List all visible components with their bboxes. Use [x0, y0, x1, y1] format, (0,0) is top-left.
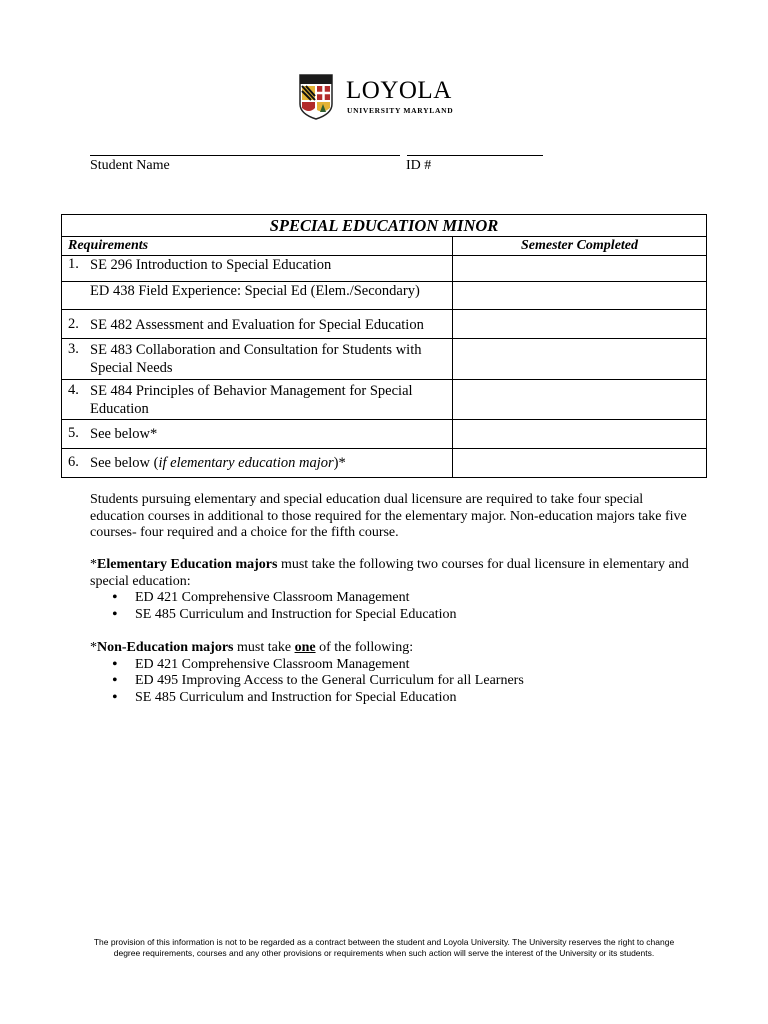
list-item: • ED 421 Comprehensive Classroom Management: [90, 657, 690, 674]
row-number: [68, 282, 90, 300]
id-line[interactable]: [407, 155, 543, 156]
row-course: See below (if elementary education major)*: [90, 455, 346, 471]
intro-paragraph: Students pursuing elementary and special education dual licensure are required to take four special education courses in additional to those required for the elementary major. Non-education majors take five courses- four required and a choice for the fifth course.: [90, 492, 687, 540]
row-course: SE 484 Principles of Behavior Management for Special Education: [90, 383, 413, 417]
header-semester-completed: Semester Completed: [453, 237, 707, 256]
student-name-label: Student Name: [90, 158, 170, 173]
row-number: 4.: [68, 382, 79, 398]
logo-subtitle: UNIVERSITY MARYLAND: [347, 106, 454, 115]
row-course: See below*: [90, 426, 158, 442]
list-item: • ED 421 Comprehensive Classroom Management: [90, 590, 690, 607]
table-row: [62, 256, 707, 282]
table-row: [62, 282, 707, 310]
row-course: SE 482 Assessment and Evaluation for Special Education: [90, 317, 424, 333]
semester-cell[interactable]: [453, 449, 707, 478]
table-title: SPECIAL EDUCATION MINOR: [62, 215, 707, 237]
requirements-table: [61, 214, 707, 478]
list-item: • SE 485 Curriculum and Instruction for Special Education: [90, 690, 690, 707]
list-item: • ED 495 Improving Access to the General Curriculum for all Learners: [90, 673, 690, 690]
disclaimer-footer: The provision of this information is not to be regarded as a contract between the student and Loyola University. The University reserves the right to change degree requirements, courses and any other provisions or requirements when such action will serve the interest of the University or its students.: [93, 937, 675, 958]
non-education-course-list: [90, 657, 690, 707]
table-row: [62, 310, 707, 339]
row-number: 1.: [68, 256, 79, 272]
row-number: 5.: [68, 425, 79, 441]
id-label: ID #: [406, 158, 432, 173]
logo-wordmark: LOYOLA: [346, 77, 452, 104]
student-name-line[interactable]: [90, 155, 400, 156]
table-row: [62, 339, 707, 380]
row-course: SE 296 Introduction to Special Education: [90, 257, 332, 273]
non-education-heading: *Non-Education majors must take one of the following:: [90, 640, 414, 655]
header-requirements: Requirements: [62, 237, 453, 256]
shield-icon: [299, 74, 333, 120]
row-number: 6.: [68, 454, 79, 470]
elementary-section: [90, 557, 690, 623]
elementary-heading: *Elementary Education majors must take the following two courses for dual licensure in elementary and special education:: [90, 557, 689, 589]
semester-cell[interactable]: [453, 380, 707, 420]
semester-cell[interactable]: [453, 420, 707, 449]
semester-cell[interactable]: [453, 256, 707, 282]
row-number: 2.: [68, 316, 79, 332]
table-row: [62, 380, 707, 420]
loyola-logo: [299, 74, 459, 122]
table-row: [62, 420, 707, 449]
semester-cell[interactable]: [453, 282, 707, 310]
non-education-section: [90, 640, 690, 706]
list-item: • SE 485 Curriculum and Instruction for Special Education: [90, 607, 690, 624]
semester-cell[interactable]: [453, 339, 707, 380]
row-course: SE 483 Collaboration and Consultation for Students with Special Needs: [90, 342, 422, 376]
row-number: 3.: [68, 341, 79, 357]
table-row: [62, 449, 707, 478]
semester-cell[interactable]: [453, 310, 707, 339]
row-course: ED 438 Field Experience: Special Ed (Elem./Secondary): [90, 283, 420, 299]
elementary-course-list: [90, 590, 690, 623]
